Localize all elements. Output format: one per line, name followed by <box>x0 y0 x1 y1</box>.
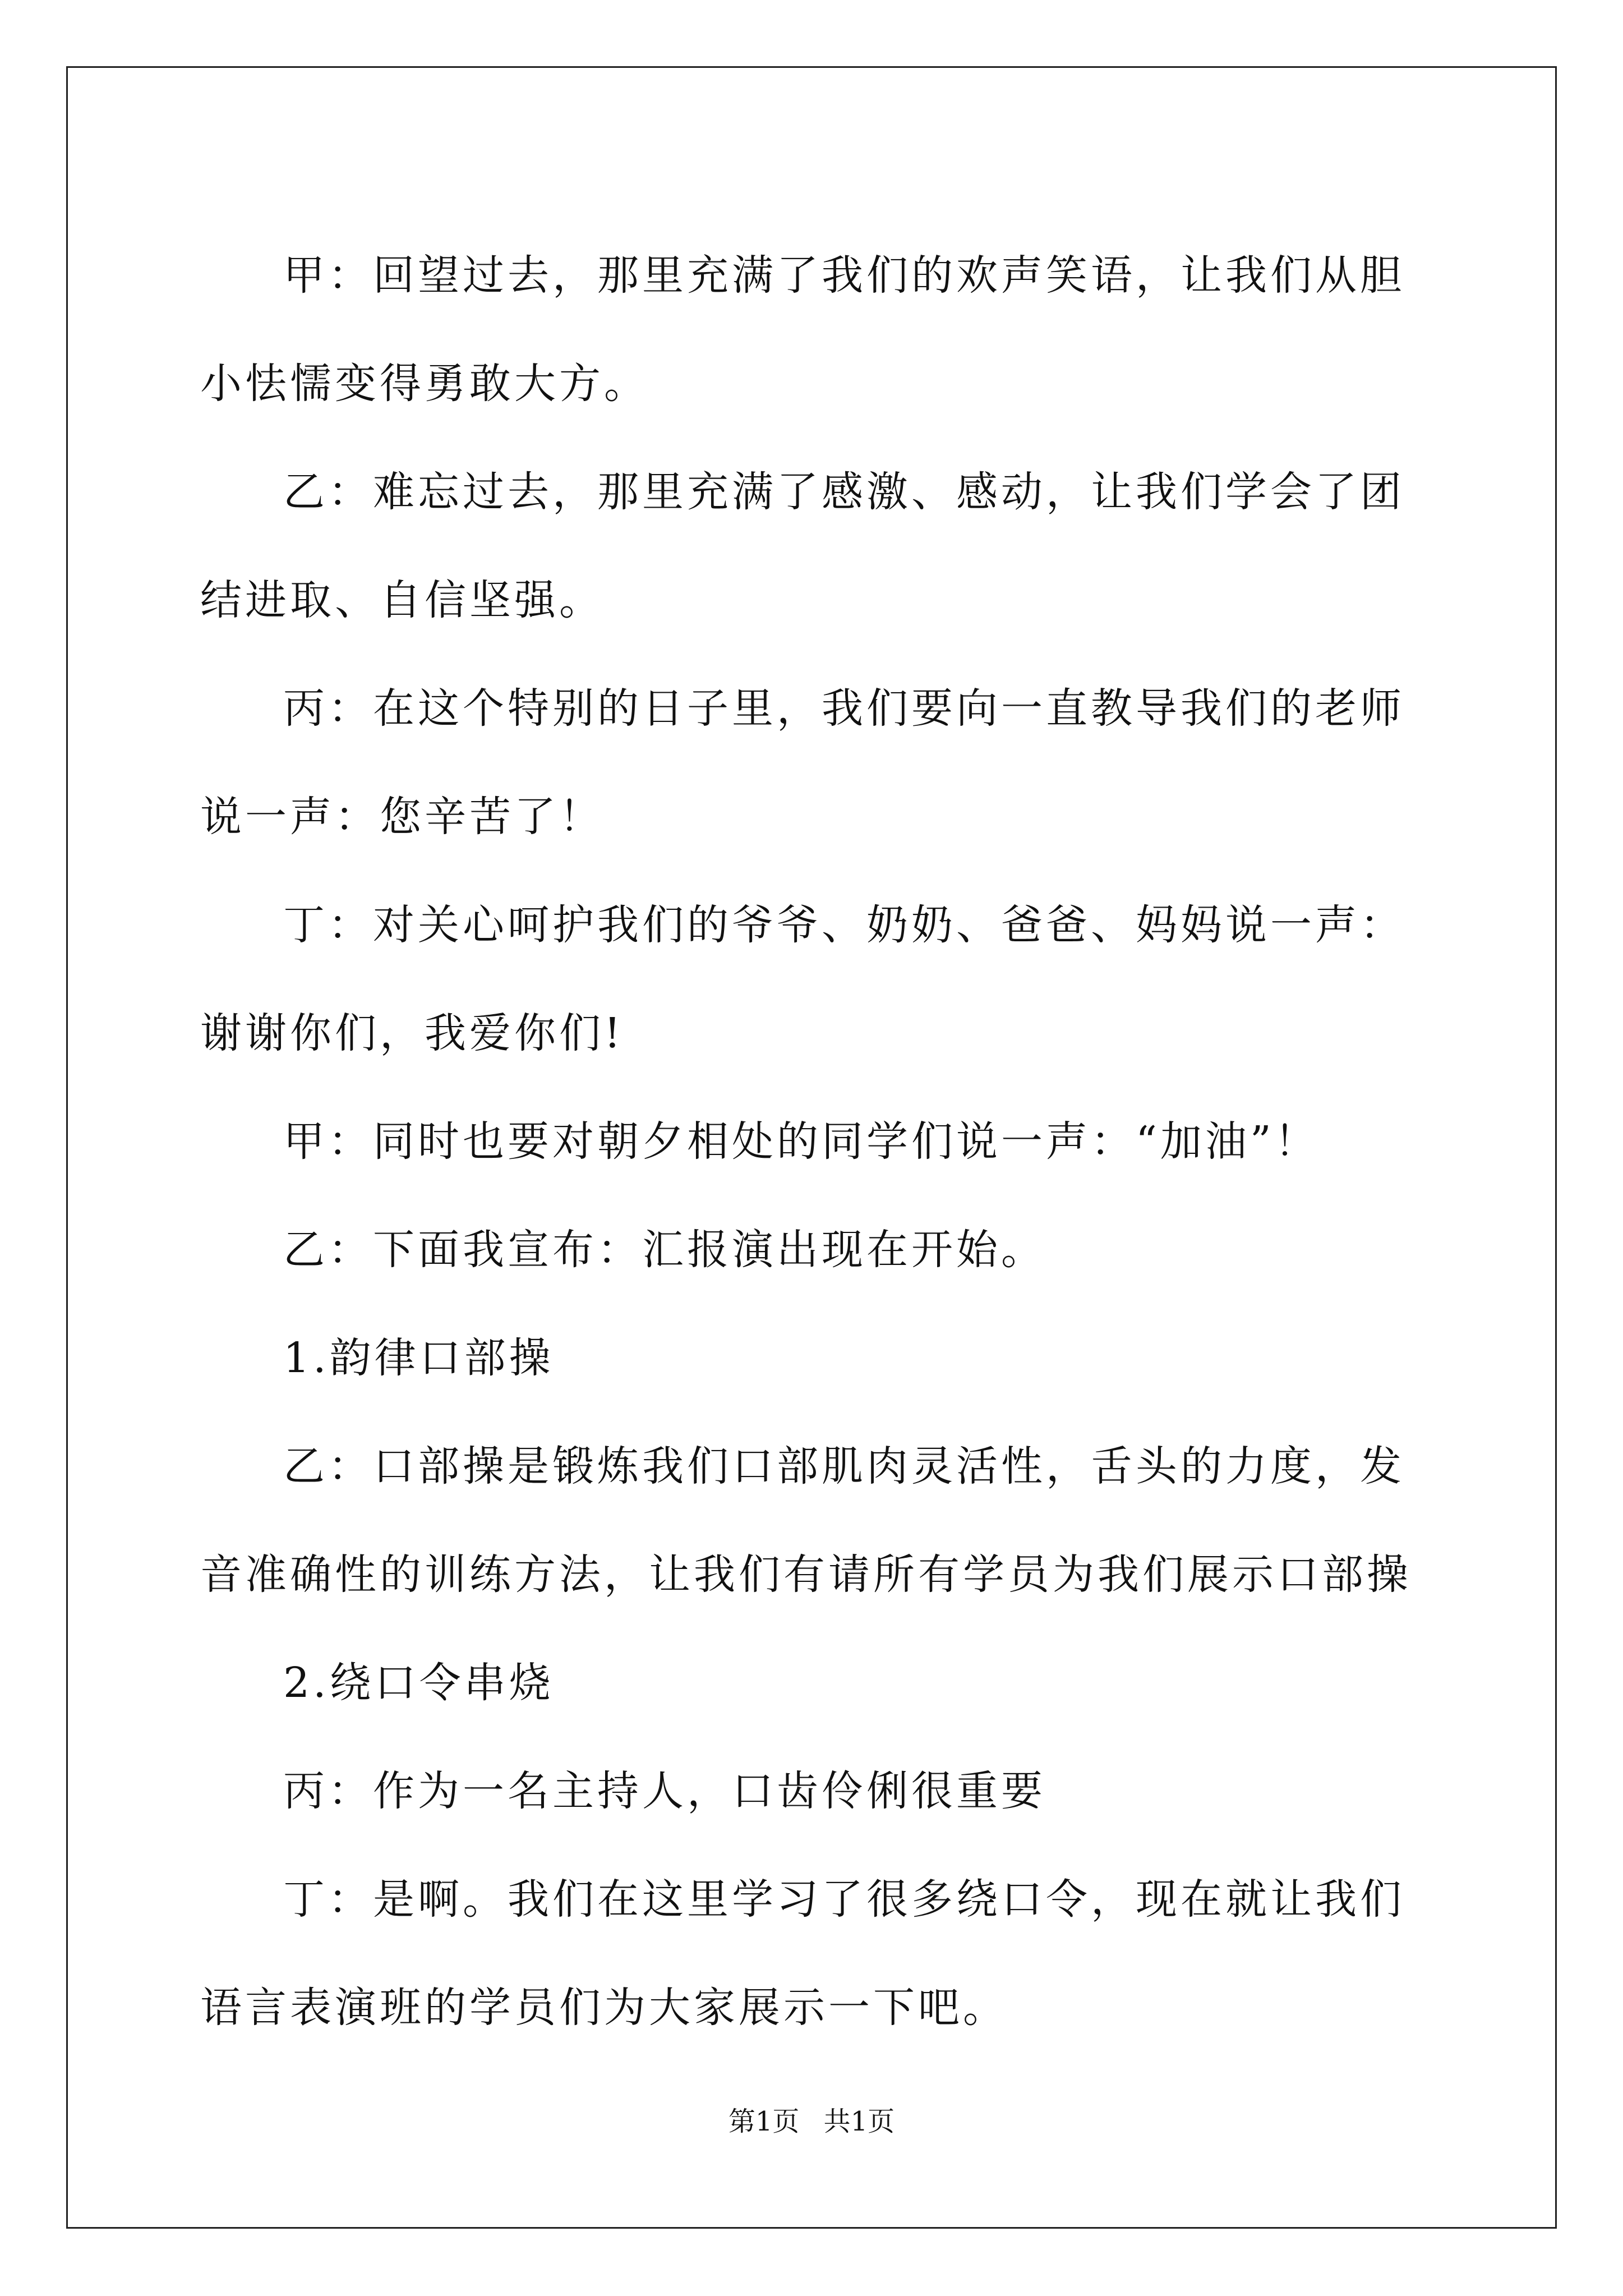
section-heading-2: 2.绕口令串烧 <box>283 1659 554 1707</box>
paragraph-8: 丙：作为一名主持人，口齿伶俐很重要 <box>283 1767 1046 1815</box>
page-number-total: 共1页 <box>823 2106 895 2137</box>
page-footer <box>0 2105 1623 2138</box>
section-heading-1: 1.韵律口部操 <box>283 1334 554 1382</box>
document-body <box>200 222 1423 2062</box>
paragraph-5: 甲：同时也要对朝夕相处的同学们说一声：“加油”！ <box>283 1117 1320 1166</box>
page-number-current: 第1页 <box>728 2106 800 2137</box>
paragraph-4: 丁：对关心呵护我们的爷爷、奶奶、爸爸、妈妈说一声：谢谢你们，我爱你们! <box>200 901 1405 1057</box>
paragraph-2: 乙：难忘过去，那里充满了感激、感动，让我们学会了团结进取、自信坚强。 <box>200 468 1405 624</box>
paragraph-6: 乙：下面我宣布：汇报演出现在开始。 <box>283 1226 1046 1274</box>
paragraph-1: 甲：回望过去，那里充满了我们的欢声笑语，让我们从胆小怯懦变得勇敢大方。 <box>200 251 1405 408</box>
paragraph-9: 丁：是啊。我们在这里学习了很多绕口令，现在就让我们语言表演班的学员们为大家展示一下吧。 <box>200 1875 1405 2032</box>
paragraph-7: 乙：口部操是锻炼我们口部肌肉灵活性，舌头的力度，发音准确性的训练方法，让我们有请所有学员为我们展示口部操 <box>200 1442 1412 1599</box>
paragraph-3: 丙：在这个特别的日子里，我们要向一直教导我们的老师说一声：您辛苦了！ <box>200 684 1405 841</box>
